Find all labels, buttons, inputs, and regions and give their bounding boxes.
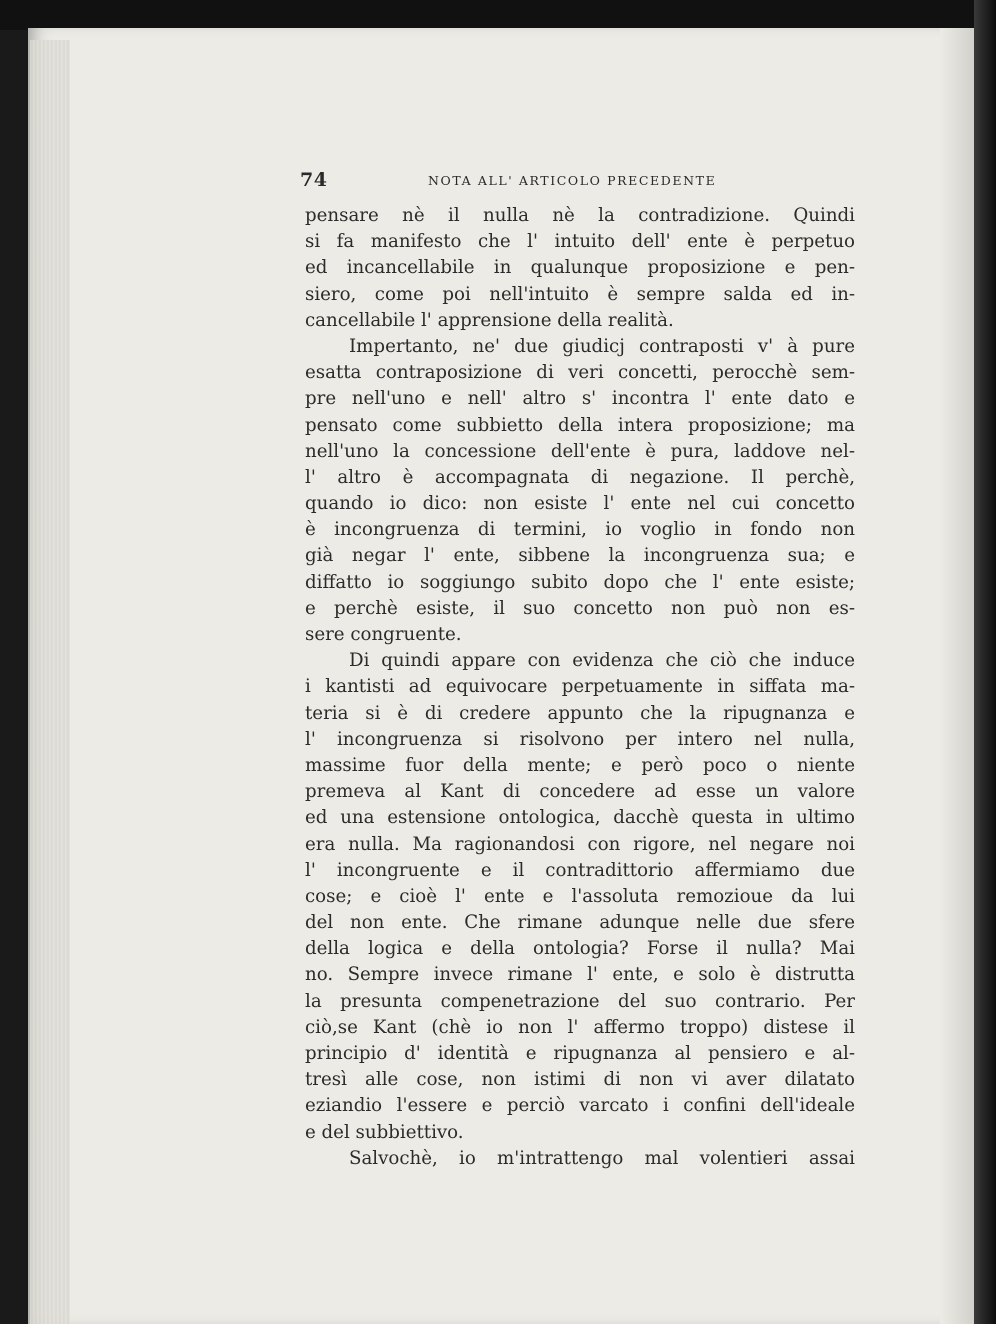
text-line: Salvochè, io m'intrattengo mal volentieri assai: [349, 1147, 855, 1169]
text-line: teria si è di credere appunto che la ripugnanza e: [305, 702, 855, 724]
text-line: esatta contraposizione di veri concetti, perocchè sem-: [305, 362, 855, 384]
scan-top-border: [0, 0, 996, 30]
text-line: no. Sempre invece rimane l' ente, e solo è distrutta: [305, 964, 855, 986]
text-line: i kantisti ad equivocare perpetuamente in siffata ma-: [305, 676, 855, 698]
text-line: del non ente. Che rimane adunque nelle due sfere: [305, 912, 855, 934]
text-line: l' incongruente e il contradittorio affermiamo due: [305, 859, 855, 881]
scan-right-border: [974, 0, 996, 1324]
text-line: massime fuor della mente; e però poco o niente: [305, 754, 855, 776]
text-line: tresì alle cose, non istimi di non vi aver dilatato: [305, 1069, 855, 1091]
text-line: siero, come poi nell'intuito è sempre salda ed in-: [305, 283, 855, 305]
text-line: e perchè esiste, il suo concetto non può non es-: [305, 597, 855, 619]
text-line: era nulla. Ma ragionandosi con rigore, nel negare noi: [305, 833, 855, 855]
paragraph: [305, 203, 855, 334]
text-line: ed una estensione ontologica, dacchè questa in ultimo: [305, 807, 855, 829]
text-line: cancellabile l' apprensione della realità.: [305, 309, 674, 331]
text-line: eziandio l'essere e perciò varcato i confini dell'ideale: [305, 1095, 855, 1117]
page-header: [300, 169, 860, 197]
text-line: quando io dico: non esiste l' ente nel cui concetto: [305, 493, 855, 515]
text-line: ed incancellabile in qualunque proposizione e pen-: [305, 257, 855, 279]
text-line: l' incongruenza si risolvono per intero nel nulla,: [305, 728, 855, 750]
text-line: premeva al Kant di concedere ad esse un valore: [305, 781, 855, 803]
text-line: pensato come subbietto della intera proposizione; ma: [305, 414, 855, 436]
paragraph: [305, 334, 855, 648]
text-line: Di quindi appare con evidenza che ciò che induce: [349, 650, 855, 672]
page-stack-edges: [30, 40, 70, 1324]
paragraph: [305, 648, 855, 1146]
text-line: si fa manifesto che l' intuito dell' ente è perpetuo: [305, 231, 855, 253]
text-line: ciò,se Kant (chè io non l' affermo troppo) distese il: [305, 1016, 855, 1038]
paragraph: [305, 1146, 855, 1172]
text-line: l' altro è accompagnata di negazione. Il perchè,: [305, 466, 855, 488]
body-text: [305, 203, 855, 1172]
text-line: è incongruenza di termini, io voglio in fondo non: [305, 519, 855, 541]
text-line: della logica e della ontologia? Forse il nulla? Mai: [305, 938, 855, 960]
text-line: pre nell'uno e nell' altro s' incontra l' ente dato e: [305, 388, 855, 410]
text-line: cose; e cioè l' ente e l'assoluta remozioue da lui: [305, 885, 855, 907]
text-line: e del subbiettivo.: [305, 1121, 464, 1143]
text-line: la presunta compenetrazione del suo contrario. Per: [305, 990, 855, 1012]
text-line: principio d' identità e ripugnanza al pensiero e al-: [305, 1043, 855, 1064]
page-number: 74: [300, 169, 328, 191]
text-line: pensare nè il nulla nè la contradizione. Quindi: [305, 205, 855, 226]
text-line: Impertanto, ne' due giudicj contraposti v' à pure: [349, 335, 855, 357]
page-gutter-shadow: [940, 28, 978, 1324]
running-head: NOTA ALL' ARTICOLO PRECEDENTE: [428, 173, 717, 188]
text-line: sere congruente.: [305, 624, 462, 645]
text-line: già negar l' ente, sibbene la incongruenza sua; e: [305, 545, 855, 567]
text-line: nell'uno la concessione dell'ente è pura, laddove nel-: [305, 440, 855, 462]
text-line: diffatto io soggiungo subito dopo che l' ente esiste;: [305, 571, 855, 593]
